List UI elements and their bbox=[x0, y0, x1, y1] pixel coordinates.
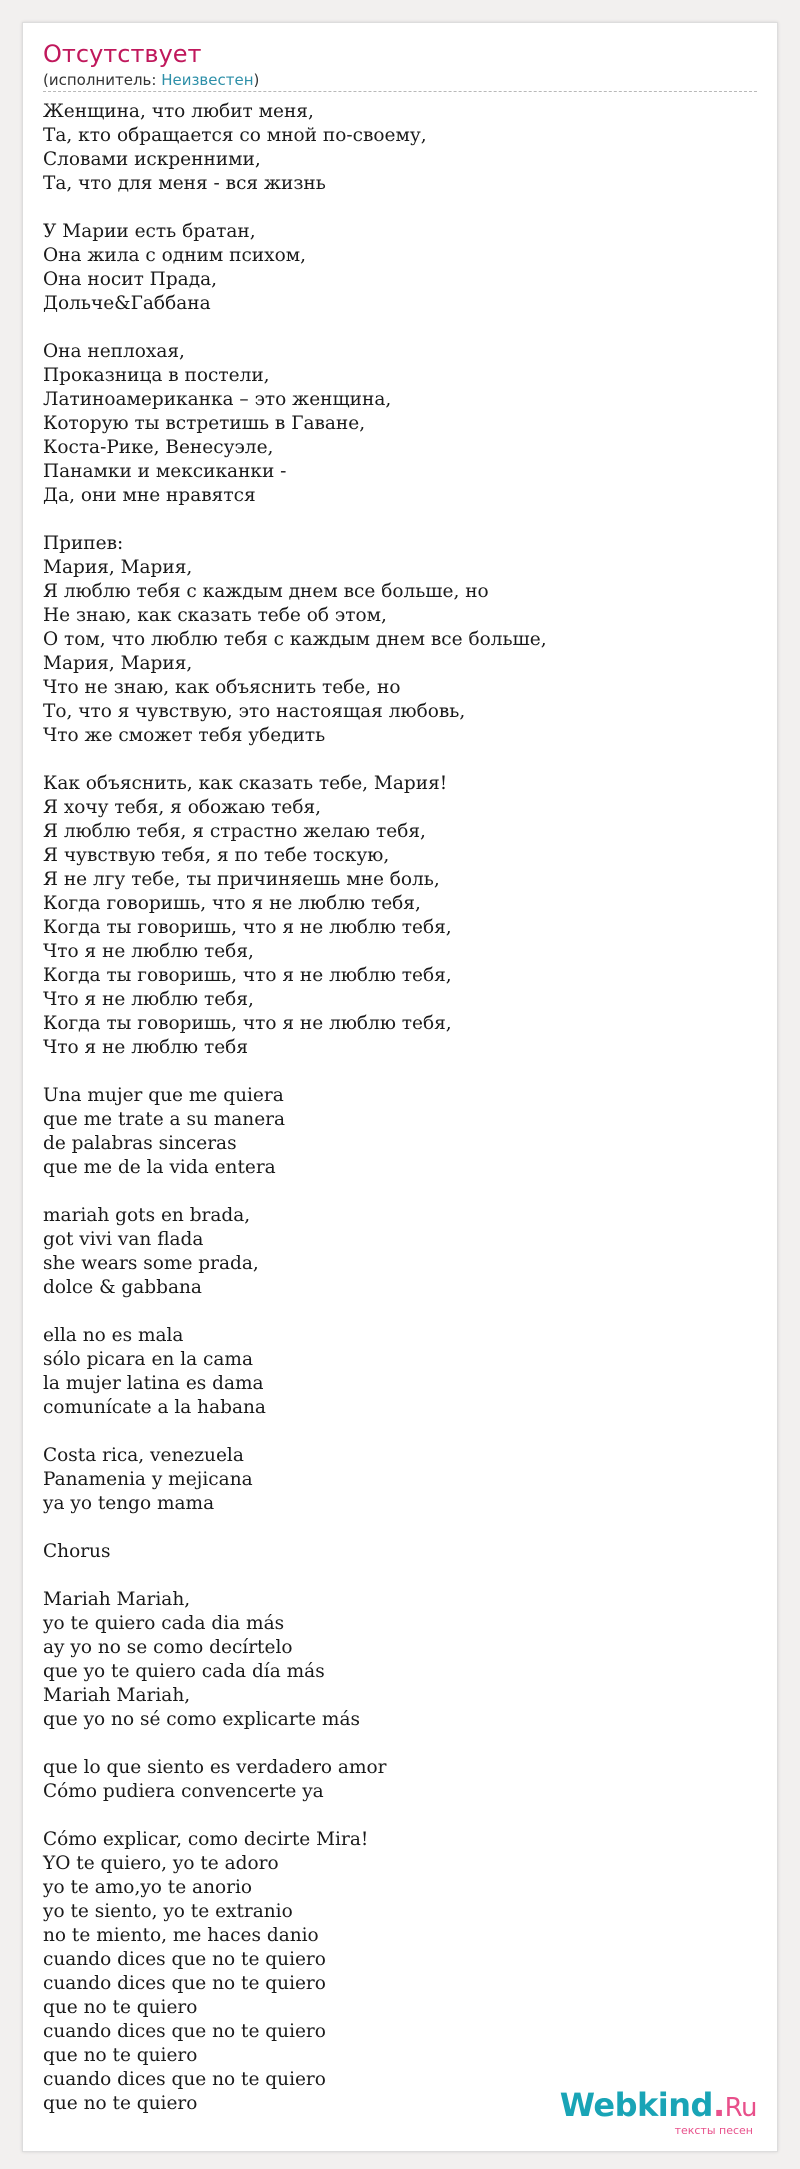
lyrics-line: О том, что люблю тебя с каждым днем все больше, bbox=[43, 629, 547, 650]
lyrics-line: Когда говоришь, что я не люблю тебя, bbox=[43, 893, 421, 914]
lyrics-line: Una mujer que me quiera bbox=[43, 1085, 284, 1106]
lyrics-line: Cómo explicar, como decirte Mira! bbox=[43, 1829, 369, 1850]
logo-word: Webkind bbox=[559, 2086, 713, 2124]
lyrics-line: ella no es mala bbox=[43, 1325, 184, 1346]
lyrics-line: yo te quiero cada dia más bbox=[43, 1613, 285, 1634]
artist-suffix: ) bbox=[253, 71, 260, 89]
lyrics-blank-line bbox=[43, 1060, 757, 1084]
lyrics-blank-line bbox=[43, 1516, 757, 1540]
lyrics-line: Мария, Мария, bbox=[43, 557, 193, 578]
lyrics-line: Да, они мне нравятся bbox=[43, 485, 256, 506]
lyrics-line: Припев: bbox=[43, 533, 124, 554]
lyrics-line: Как объяснить, как сказать тебе, Мария! bbox=[43, 773, 448, 794]
lyrics-line: Мария, Мария, bbox=[43, 653, 193, 674]
lyrics-line: Она неплохая, bbox=[43, 341, 185, 362]
lyrics-line: ya yo tengo mama bbox=[43, 1493, 215, 1514]
lyrics-line: comunícate a la habana bbox=[43, 1397, 266, 1418]
lyrics-line: Я не лгу тебе, ты причиняешь мне боль, bbox=[43, 869, 440, 890]
lyrics-line: Chorus bbox=[43, 1541, 111, 1562]
lyrics-blank-line bbox=[43, 1420, 757, 1444]
lyrics-line: got vivi van flada bbox=[43, 1229, 204, 1250]
lyrics-line: Женщина, что любит меня, bbox=[43, 101, 314, 122]
lyrics-line: Которую ты встретишь в Гаване, bbox=[43, 413, 366, 434]
artist-link[interactable]: Неизвестен bbox=[161, 71, 254, 89]
lyrics-line: Латиноамериканка – это женщина, bbox=[43, 389, 392, 410]
lyrics-line: Панамки и мексиканки - bbox=[43, 461, 287, 482]
lyrics-line: Что я не люблю тебя bbox=[43, 1037, 248, 1058]
logo-tld: Ru bbox=[724, 2093, 757, 2123]
lyrics-blank-line bbox=[43, 1180, 757, 1204]
lyrics-line: Словами искренними, bbox=[43, 149, 261, 170]
lyrics-line: Что я не люблю тебя, bbox=[43, 989, 254, 1010]
lyrics-blank-line bbox=[43, 748, 757, 772]
lyrics-blank-line bbox=[43, 196, 757, 220]
site-logo[interactable] bbox=[537, 2088, 757, 2137]
lyrics-line: Я хочу тебя, я обожаю тебя, bbox=[43, 797, 322, 818]
lyrics-line: cuando dices que no te quiero bbox=[43, 1973, 326, 1994]
lyrics-text bbox=[43, 100, 757, 2116]
lyrics-line: Я люблю тебя с каждым днем все больше, но bbox=[43, 581, 489, 602]
logo-dot: . bbox=[712, 2086, 725, 2124]
lyrics-line: yo te amo,yo te anorio bbox=[43, 1877, 253, 1898]
lyrics-line: que yo no sé como explicarte más bbox=[43, 1709, 360, 1730]
lyrics-line: Что я не люблю тебя, bbox=[43, 941, 254, 962]
lyrics-line: Она носит Прада, bbox=[43, 269, 217, 290]
lyrics-line: sólo picara en la cama bbox=[43, 1349, 254, 1370]
lyrics-line: la mujer latina es dama bbox=[43, 1373, 264, 1394]
lyrics-line: Коста-Рике, Венесуэле, bbox=[43, 437, 274, 458]
lyrics-line: Когда ты говоришь, что я не люблю тебя, bbox=[43, 965, 452, 986]
lyrics-line: Что не знаю, как объяснить тебе, но bbox=[43, 677, 401, 698]
artist-line bbox=[43, 70, 757, 92]
lyrics-blank-line bbox=[43, 316, 757, 340]
lyrics-line: Я чувствую тебя, я по тебе тоскую, bbox=[43, 845, 390, 866]
lyrics-line: que no te quiero bbox=[43, 2093, 198, 2114]
lyrics-card bbox=[22, 22, 778, 2152]
song-title: Отсутствует bbox=[43, 40, 202, 68]
lyrics-line: Не знаю, как сказать тебе об этом, bbox=[43, 605, 387, 626]
lyrics-line: У Марии есть братан, bbox=[43, 221, 256, 242]
lyrics-line: cuando dices que no te quiero bbox=[43, 2069, 326, 2090]
lyrics-line: Дольче&Габбана bbox=[43, 293, 211, 314]
lyrics-line: que no te quiero bbox=[43, 1997, 198, 2018]
lyrics-line: То, что я чувствую, это настоящая любовь, bbox=[43, 701, 466, 722]
logo-tagline: тексты песен bbox=[674, 2124, 753, 2137]
lyrics-line: Mariah Mariah, bbox=[43, 1685, 191, 1706]
lyrics-blank-line bbox=[43, 1804, 757, 1828]
lyrics-line: Panamenia y mejicana bbox=[43, 1469, 253, 1490]
lyrics-line: no te miento, me haces danio bbox=[43, 1925, 319, 1946]
lyrics-line: Она жила с одним психом, bbox=[43, 245, 306, 266]
lyrics-line: de palabras sinceras bbox=[43, 1133, 237, 1154]
lyrics-blank-line bbox=[43, 1564, 757, 1588]
lyrics-line: Когда ты говоришь, что я не люблю тебя, bbox=[43, 1013, 452, 1034]
artist-prefix: (исполнитель: bbox=[43, 71, 162, 89]
lyrics-line: Costa rica, venezuela bbox=[43, 1445, 244, 1466]
lyrics-line: que no te quiero bbox=[43, 2045, 198, 2066]
lyrics-line: yo te siento, yo te extranio bbox=[43, 1901, 293, 1922]
lyrics-blank-line bbox=[43, 1300, 757, 1324]
lyrics-line: que lo que siento es verdadero amor bbox=[43, 1757, 387, 1778]
lyrics-line: cuando dices que no te quiero bbox=[43, 1949, 326, 1970]
lyrics-line: she wears some prada, bbox=[43, 1253, 259, 1274]
lyrics-line: Я люблю тебя, я страстно желаю тебя, bbox=[43, 821, 426, 842]
lyrics-line: ay yo no se como decírtelo bbox=[43, 1637, 293, 1658]
lyrics-line: Когда ты говоришь, что я не люблю тебя, bbox=[43, 917, 452, 938]
lyrics-line: mariah gots en brada, bbox=[43, 1205, 251, 1226]
lyrics-line: cuando dices que no te quiero bbox=[43, 2021, 326, 2042]
lyrics-line: Проказница в постели, bbox=[43, 365, 270, 386]
lyrics-line: que yo te quiero cada día más bbox=[43, 1661, 325, 1682]
lyrics-line: Та, кто обращается со мной по-своему, bbox=[43, 125, 427, 146]
lyrics-line: Cómo pudiera convencerte ya bbox=[43, 1781, 324, 1802]
lyrics-line: que me de la vida entera bbox=[43, 1157, 276, 1178]
lyrics-line: Что же сможет тебя убедить bbox=[43, 725, 326, 746]
lyrics-line: YO te quiero, yo te adoro bbox=[43, 1853, 279, 1874]
lyrics-blank-line bbox=[43, 508, 757, 532]
lyrics-line: Mariah Mariah, bbox=[43, 1589, 191, 1610]
lyrics-blank-line bbox=[43, 1732, 757, 1756]
lyrics-line: que me trate a su manera bbox=[43, 1109, 286, 1130]
lyrics-line: Та, что для меня - вся жизнь bbox=[43, 173, 326, 194]
lyrics-line: dolce & gabbana bbox=[43, 1277, 202, 1298]
